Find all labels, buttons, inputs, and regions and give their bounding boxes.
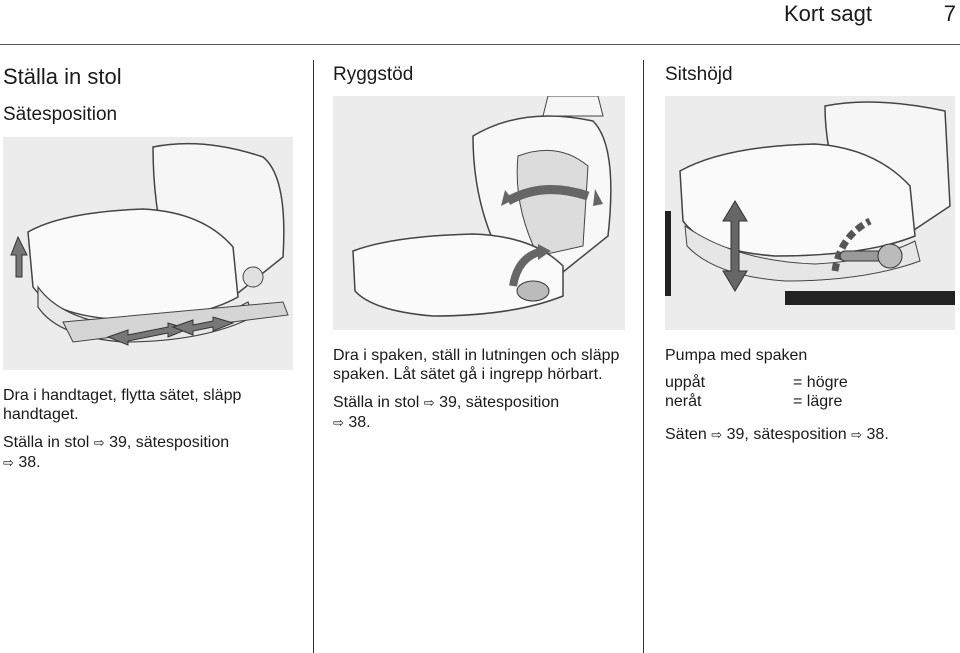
xref-page-1: 39, sätesposition	[726, 426, 847, 443]
backrest-illustration	[333, 96, 625, 330]
instructions-col3	[665, 346, 955, 454]
xref-page-2: 38.	[18, 454, 41, 471]
backrest-illustration-svg	[333, 96, 625, 330]
page-number: 7	[943, 1, 956, 26]
direction-result: = lägre	[793, 393, 843, 410]
seat-illustration-svg	[3, 137, 293, 370]
section-heading: Ställa in stol	[3, 64, 122, 89]
section-heading: Sitshöjd	[665, 64, 733, 85]
lever-row-up	[665, 373, 955, 392]
xref-label: Ställa in stol	[333, 394, 420, 411]
xref-page-2: 38.	[348, 414, 371, 431]
xref-page-2: 38.	[866, 426, 889, 443]
section-heading: Ryggstöd	[333, 64, 414, 85]
arrow-right-outline-icon: ⇨	[3, 456, 14, 471]
instructions-col1	[3, 386, 293, 482]
lever-row-down	[665, 392, 955, 411]
instructions-col2	[333, 346, 623, 442]
instruction-text: Dra i handtaget, flytta sätet, släpp handtaget.	[3, 387, 242, 423]
arrow-right-outline-icon: ⇨	[333, 416, 344, 431]
column-divider-2	[643, 60, 644, 653]
seat-height-illustration	[665, 96, 955, 330]
xref-label: Säten	[665, 426, 707, 443]
seat-position-illustration	[3, 137, 293, 370]
header-rule	[0, 44, 960, 45]
subsection-heading: Sätesposition	[3, 104, 118, 125]
direction-result: = högre	[793, 374, 848, 391]
arrow-right-outline-icon: ⇨	[423, 396, 435, 411]
direction-label: uppåt	[665, 374, 706, 391]
direction-label: neråt	[665, 393, 702, 410]
xref-page-1: 39, sätesposition	[439, 394, 560, 411]
arrow-right-outline-icon: ⇨	[851, 428, 863, 443]
cross-reference	[333, 393, 623, 433]
xref-label: Ställa in stol	[3, 434, 90, 451]
seat-height-illustration-svg	[665, 96, 955, 330]
cross-reference	[3, 433, 293, 473]
xref-page-1: 39, sätesposition	[109, 434, 230, 451]
arrow-right-outline-icon: ⇨	[93, 436, 105, 451]
instruction-text: Pumpa med spaken	[665, 347, 808, 364]
instruction-text: Dra i spaken, ställ in lutningen och släpp spaken. Låt sätet gå i ingrepp hörbart.	[333, 347, 620, 383]
header-title: Kort sagt	[783, 1, 872, 26]
arrow-right-outline-icon: ⇨	[711, 428, 723, 443]
cross-reference	[665, 425, 955, 445]
column-divider-1	[313, 60, 314, 653]
